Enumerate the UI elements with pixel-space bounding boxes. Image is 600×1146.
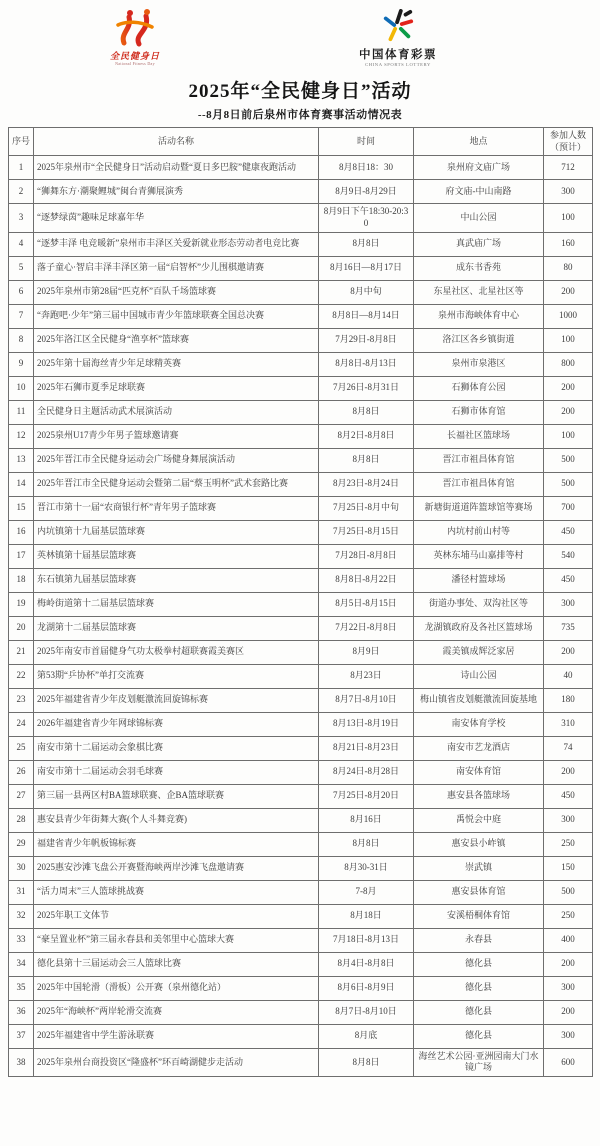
cell-no: 32 bbox=[9, 904, 34, 928]
cell-place: 石狮体育公园 bbox=[414, 376, 544, 400]
cell-place: 德化县 bbox=[414, 1024, 544, 1048]
cell-count: 200 bbox=[544, 400, 593, 424]
cell-count: 200 bbox=[544, 376, 593, 400]
cell-time: 8月9日 bbox=[319, 640, 414, 664]
table-row bbox=[9, 256, 593, 280]
column-header-count: 参加人数（预计） bbox=[544, 128, 593, 156]
table-row bbox=[9, 448, 593, 472]
cell-place: 海丝艺术公园·亚洲园南大门水镜广场 bbox=[414, 1048, 544, 1076]
cell-no: 36 bbox=[9, 1000, 34, 1024]
cell-time: 8月8日18：30 bbox=[319, 156, 414, 180]
cell-name: 龙湖第十二届基层篮球赛 bbox=[34, 616, 319, 640]
cell-no: 5 bbox=[9, 256, 34, 280]
cell-time: 7月28日-8月8日 bbox=[319, 544, 414, 568]
cell-time: 8月4日-8月8日 bbox=[319, 952, 414, 976]
cell-count: 500 bbox=[544, 448, 593, 472]
right-logo-title: 中国体育彩票 bbox=[359, 49, 437, 61]
cell-no: 12 bbox=[9, 424, 34, 448]
cell-place: 禹悦会中庭 bbox=[414, 808, 544, 832]
page-title: 2025年“全民健身日”活动 bbox=[188, 81, 412, 102]
cell-place: 南安体育学校 bbox=[414, 712, 544, 736]
cell-count: 200 bbox=[544, 952, 593, 976]
cell-place: 梅山镇省皮划艇激流回旋基地 bbox=[414, 688, 544, 712]
cell-place: 惠安县各篮球场 bbox=[414, 784, 544, 808]
cell-place: 德化县 bbox=[414, 976, 544, 1000]
cell-place: 内坑村前山村等 bbox=[414, 520, 544, 544]
cell-name: 2025年福建省中学生游泳联赛 bbox=[34, 1024, 319, 1048]
cell-place: 中山公园 bbox=[414, 204, 544, 232]
table-body bbox=[9, 156, 593, 1077]
cell-name: 2025年石狮市夏季足球联赛 bbox=[34, 376, 319, 400]
cell-name: 惠安县青少年街舞大赛(个人斗舞竞赛) bbox=[34, 808, 319, 832]
cell-no: 19 bbox=[9, 592, 34, 616]
lottery-star-icon bbox=[381, 30, 415, 47]
cell-name: 2025年“海峡杯”两岸轮滑交流赛 bbox=[34, 1000, 319, 1024]
cell-name: 南安市第十二届运动会象棋比赛 bbox=[34, 736, 319, 760]
cell-name: “奔跑吧·少年”第三届中国城市青少年篮球联赛全国总决赛 bbox=[34, 304, 319, 328]
table-row bbox=[9, 832, 593, 856]
cell-time: 8月16日 bbox=[319, 808, 414, 832]
cell-time: 8月7日-8月10日 bbox=[319, 1000, 414, 1024]
cell-count: 150 bbox=[544, 856, 593, 880]
cell-count: 300 bbox=[544, 1024, 593, 1048]
cell-no: 33 bbox=[9, 928, 34, 952]
table-row bbox=[9, 928, 593, 952]
cell-time: 8月中旬 bbox=[319, 280, 414, 304]
table-row bbox=[9, 156, 593, 180]
logo-band bbox=[0, 0, 600, 78]
cell-no: 15 bbox=[9, 496, 34, 520]
cell-place: 惠安县小岞镇 bbox=[414, 832, 544, 856]
cell-time: 7月25日-8月中旬 bbox=[319, 496, 414, 520]
cell-time: 7月22日-8月8日 bbox=[319, 616, 414, 640]
cell-count: 300 bbox=[544, 808, 593, 832]
cell-name: 2025年南安市首届健身气功太极拳村超联赛霞美赛区 bbox=[34, 640, 319, 664]
cell-time: 8月16日—8月17日 bbox=[319, 256, 414, 280]
cell-name: 2025年晋江市全民健身运动会暨第二届“蔡玉明杯”武术套路比赛 bbox=[34, 472, 319, 496]
table-row bbox=[9, 568, 593, 592]
cell-name: 2025年洛江区全民健身“渔享杯”篮球赛 bbox=[34, 328, 319, 352]
title-block bbox=[0, 80, 600, 122]
table-row bbox=[9, 664, 593, 688]
cell-count: 450 bbox=[544, 568, 593, 592]
cell-time: 8月21日-8月23日 bbox=[319, 736, 414, 760]
cell-time: 8月30-31日 bbox=[319, 856, 414, 880]
cell-place: 崇武镇 bbox=[414, 856, 544, 880]
cell-place: 东星社区、北星社区等 bbox=[414, 280, 544, 304]
cell-place: 泉州府文庙广场 bbox=[414, 156, 544, 180]
cell-place: 龙湖镇政府及各社区篮球场 bbox=[414, 616, 544, 640]
cell-time: 8月8日—8月14日 bbox=[319, 304, 414, 328]
cell-time: 8月8日 bbox=[319, 232, 414, 256]
cell-time: 8月6日-8月9日 bbox=[319, 976, 414, 1000]
cell-time: 8月底 bbox=[319, 1024, 414, 1048]
table-row bbox=[9, 328, 593, 352]
cell-count: 500 bbox=[544, 880, 593, 904]
cell-time: 8月8日 bbox=[319, 448, 414, 472]
cell-place: 英林东埔马山嘉排等村 bbox=[414, 544, 544, 568]
table-row bbox=[9, 952, 593, 976]
cell-place: 惠安县体育馆 bbox=[414, 880, 544, 904]
cell-time: 7月18日-8月13日 bbox=[319, 928, 414, 952]
cell-count: 540 bbox=[544, 544, 593, 568]
cell-count: 400 bbox=[544, 928, 593, 952]
cell-count: 74 bbox=[544, 736, 593, 760]
cell-name: “豪呈置业杯”第三届永春县和美邻里中心篮球大赛 bbox=[34, 928, 319, 952]
cell-name: 梅岭街道第十二届基层篮球赛 bbox=[34, 592, 319, 616]
cell-place: 泉州市海峡体育中心 bbox=[414, 304, 544, 328]
cell-count: 100 bbox=[544, 204, 593, 232]
cell-no: 34 bbox=[9, 952, 34, 976]
table-row bbox=[9, 592, 593, 616]
cell-place: 新塘街道道阵篮球馆等赛场 bbox=[414, 496, 544, 520]
cell-count: 100 bbox=[544, 328, 593, 352]
right-logo-subtitle: CHINA SPORTS LOTTERY bbox=[365, 62, 431, 68]
cell-place: 霞美镇成辉泛家居 bbox=[414, 640, 544, 664]
cell-name: 英林镇第十届基层篮球赛 bbox=[34, 544, 319, 568]
cell-count: 200 bbox=[544, 760, 593, 784]
cell-no: 38 bbox=[9, 1048, 34, 1076]
cell-count: 600 bbox=[544, 1048, 593, 1076]
table-row bbox=[9, 1024, 593, 1048]
table-row bbox=[9, 204, 593, 232]
cell-place: 晋江市祖昌体育馆 bbox=[414, 448, 544, 472]
cell-count: 200 bbox=[544, 640, 593, 664]
table-row bbox=[9, 232, 593, 256]
cell-count: 300 bbox=[544, 180, 593, 204]
cell-time: 8月8日-8月13日 bbox=[319, 352, 414, 376]
cell-no: 9 bbox=[9, 352, 34, 376]
cell-name: 2026年福建省青少年网球锦标赛 bbox=[34, 712, 319, 736]
cell-count: 712 bbox=[544, 156, 593, 180]
cell-name: 2025年晋江市全民健身运动会广场健身舞展演活动 bbox=[34, 448, 319, 472]
cell-place: 街道办事处、双沟社区等 bbox=[414, 592, 544, 616]
cell-name: 晋江市第十一届“农商银行杯”青年男子篮球赛 bbox=[34, 496, 319, 520]
cell-name: “狮舞东方·潮聚鲤城”闽台青狮展演秀 bbox=[34, 180, 319, 204]
cell-name: 2025年泉州台商投资区“隆盛杯”环百崎湖健步走活动 bbox=[34, 1048, 319, 1076]
cell-no: 4 bbox=[9, 232, 34, 256]
cell-name: 2025年中国轮滑（滑板）公开赛（泉州德化站） bbox=[34, 976, 319, 1000]
cell-no: 27 bbox=[9, 784, 34, 808]
cell-time: 8月5日-8月15日 bbox=[319, 592, 414, 616]
cell-name: 2025泉州U17青少年男子篮球邀请赛 bbox=[34, 424, 319, 448]
cell-place: 诗山公园 bbox=[414, 664, 544, 688]
cell-name: 德化县第十三届运动会三人篮球比赛 bbox=[34, 952, 319, 976]
column-header-place: 地点 bbox=[414, 128, 544, 156]
cell-time: 7月25日-8月20日 bbox=[319, 784, 414, 808]
cell-time: 8月7日-8月10日 bbox=[319, 688, 414, 712]
cell-no: 17 bbox=[9, 544, 34, 568]
cell-no: 11 bbox=[9, 400, 34, 424]
cell-place: 长福社区篮球场 bbox=[414, 424, 544, 448]
cell-place: 泉州市泉港区 bbox=[414, 352, 544, 376]
cell-count: 200 bbox=[544, 1000, 593, 1024]
table-row bbox=[9, 304, 593, 328]
cell-name: 福建省青少年帆板锦标赛 bbox=[34, 832, 319, 856]
cell-name: 全民健身日主题活动武术展演活动 bbox=[34, 400, 319, 424]
cell-no: 28 bbox=[9, 808, 34, 832]
table-row bbox=[9, 424, 593, 448]
table-row bbox=[9, 808, 593, 832]
cell-name: 2025年福建省青少年皮划艇激流回旋锦标赛 bbox=[34, 688, 319, 712]
cell-name: “逐梦丰泽 电竞暖新”泉州市丰泽区关爱新就业形态劳动者电竞比赛 bbox=[34, 232, 319, 256]
left-logo-title: 全民健身日 bbox=[109, 51, 160, 61]
cell-time: 8月8日 bbox=[319, 400, 414, 424]
cell-count: 800 bbox=[544, 352, 593, 376]
cell-no: 22 bbox=[9, 664, 34, 688]
cell-name: 2025年泉州市第28届“匹克杯”百队千场篮球赛 bbox=[34, 280, 319, 304]
cell-count: 300 bbox=[544, 592, 593, 616]
cell-time: 8月24日-8月28日 bbox=[319, 760, 414, 784]
cell-time: 8月9日-8月29日 bbox=[319, 180, 414, 204]
cell-no: 13 bbox=[9, 448, 34, 472]
cell-no: 37 bbox=[9, 1024, 34, 1048]
table-row bbox=[9, 472, 593, 496]
cell-no: 18 bbox=[9, 568, 34, 592]
cell-no: 14 bbox=[9, 472, 34, 496]
table-row bbox=[9, 736, 593, 760]
cell-time: 8月9日下午18:30-20:30 bbox=[319, 204, 414, 232]
cell-place: 府文庙-中山南路 bbox=[414, 180, 544, 204]
cell-count: 100 bbox=[544, 424, 593, 448]
cell-place: 安溪梧桐体育馆 bbox=[414, 904, 544, 928]
cell-no: 35 bbox=[9, 976, 34, 1000]
cell-no: 3 bbox=[9, 204, 34, 232]
table-row bbox=[9, 1000, 593, 1024]
cell-name: 内坑镇第十九届基层篮球赛 bbox=[34, 520, 319, 544]
table-row bbox=[9, 856, 593, 880]
table-row bbox=[9, 180, 593, 204]
cell-time: 8月8日 bbox=[319, 1048, 414, 1076]
table-row bbox=[9, 760, 593, 784]
cell-place: 南安体育馆 bbox=[414, 760, 544, 784]
cell-no: 26 bbox=[9, 760, 34, 784]
cell-count: 735 bbox=[544, 616, 593, 640]
cell-time: 8月23日 bbox=[319, 664, 414, 688]
cell-count: 700 bbox=[544, 496, 593, 520]
cell-place: 成东书香苑 bbox=[414, 256, 544, 280]
cell-time: 7月25日-8月15日 bbox=[319, 520, 414, 544]
cell-name: 东石镇第九届基层篮球赛 bbox=[34, 568, 319, 592]
cell-name: 第53期“乒协杯”单打交流赛 bbox=[34, 664, 319, 688]
cell-no: 23 bbox=[9, 688, 34, 712]
cell-place: 德化县 bbox=[414, 952, 544, 976]
column-header-no: 序号 bbox=[9, 128, 34, 156]
china-sports-lottery-logo bbox=[348, 9, 448, 68]
activities-table bbox=[8, 127, 593, 1077]
table-row bbox=[9, 520, 593, 544]
cell-time: 7月29日-8月8日 bbox=[319, 328, 414, 352]
table-row bbox=[9, 688, 593, 712]
left-logo-subtitle: National Fitness Day bbox=[115, 60, 155, 66]
cell-name: “活力周末”三人篮球挑战赛 bbox=[34, 880, 319, 904]
cell-time: 8月8日-8月22日 bbox=[319, 568, 414, 592]
cell-count: 250 bbox=[544, 904, 593, 928]
column-header-name: 活动名称 bbox=[34, 128, 319, 156]
cell-count: 40 bbox=[544, 664, 593, 688]
cell-count: 450 bbox=[544, 520, 593, 544]
cell-no: 1 bbox=[9, 156, 34, 180]
cell-no: 24 bbox=[9, 712, 34, 736]
cell-count: 200 bbox=[544, 280, 593, 304]
cell-name: 2025年职工文体节 bbox=[34, 904, 319, 928]
cell-no: 7 bbox=[9, 304, 34, 328]
cell-no: 31 bbox=[9, 880, 34, 904]
cell-count: 300 bbox=[544, 976, 593, 1000]
cell-time: 8月8日 bbox=[319, 832, 414, 856]
table-row bbox=[9, 976, 593, 1000]
table-row bbox=[9, 496, 593, 520]
cell-name: “逐梦绿茵”趣味足球嘉年华 bbox=[34, 204, 319, 232]
cell-count: 80 bbox=[544, 256, 593, 280]
national-fitness-day-logo bbox=[92, 7, 178, 67]
cell-count: 310 bbox=[544, 712, 593, 736]
cell-place: 石狮市体育馆 bbox=[414, 400, 544, 424]
cell-no: 29 bbox=[9, 832, 34, 856]
cell-count: 450 bbox=[544, 784, 593, 808]
cell-name: 南安市第十二届运动会羽毛球赛 bbox=[34, 760, 319, 784]
table-row bbox=[9, 352, 593, 376]
cell-time: 8月2日-8月8日 bbox=[319, 424, 414, 448]
fitness-figures-icon bbox=[106, 34, 164, 51]
cell-count: 500 bbox=[544, 472, 593, 496]
cell-time: 7-8月 bbox=[319, 880, 414, 904]
cell-place: 潘径村篮球场 bbox=[414, 568, 544, 592]
table-row bbox=[9, 784, 593, 808]
cell-no: 2 bbox=[9, 180, 34, 204]
cell-place: 德化县 bbox=[414, 1000, 544, 1024]
cell-no: 10 bbox=[9, 376, 34, 400]
cell-no: 21 bbox=[9, 640, 34, 664]
cell-no: 25 bbox=[9, 736, 34, 760]
cell-name: 第三届一县两区村BA篮球联赛、企BA篮球联赛 bbox=[34, 784, 319, 808]
table-row bbox=[9, 544, 593, 568]
cell-place: 南安市艺龙酒店 bbox=[414, 736, 544, 760]
cell-name: 落子童心·智启丰泽丰泽区第一届“启智杯”少儿围棋邀请赛 bbox=[34, 256, 319, 280]
cell-count: 250 bbox=[544, 832, 593, 856]
table-row bbox=[9, 616, 593, 640]
cell-no: 8 bbox=[9, 328, 34, 352]
cell-no: 16 bbox=[9, 520, 34, 544]
cell-no: 30 bbox=[9, 856, 34, 880]
cell-place: 晋江市祖昌体育馆 bbox=[414, 472, 544, 496]
table-header-row bbox=[9, 128, 593, 156]
table-row bbox=[9, 1048, 593, 1076]
cell-name: 2025年第十届海丝青少年足球精英赛 bbox=[34, 352, 319, 376]
cell-place: 真武庙广场 bbox=[414, 232, 544, 256]
cell-no: 20 bbox=[9, 616, 34, 640]
table-row bbox=[9, 376, 593, 400]
cell-place: 永春县 bbox=[414, 928, 544, 952]
table-row bbox=[9, 712, 593, 736]
table-row bbox=[9, 280, 593, 304]
cell-count: 1000 bbox=[544, 304, 593, 328]
cell-place: 洛江区各乡镇街道 bbox=[414, 328, 544, 352]
cell-name: 2025年泉州市“全民健身日”活动启动暨“夏日多巴胺”健康夜跑活动 bbox=[34, 156, 319, 180]
cell-time: 8月13日-8月19日 bbox=[319, 712, 414, 736]
page-subtitle: --8月8日前后泉州市体育赛事活动情况表 bbox=[197, 108, 403, 121]
table-row bbox=[9, 904, 593, 928]
table-row bbox=[9, 400, 593, 424]
cell-count: 160 bbox=[544, 232, 593, 256]
table-row bbox=[9, 640, 593, 664]
column-header-time: 时间 bbox=[319, 128, 414, 156]
cell-name: 2025惠安沙滩飞盘公开赛暨海峡两岸沙滩飞盘邀请赛 bbox=[34, 856, 319, 880]
cell-no: 6 bbox=[9, 280, 34, 304]
cell-time: 8月23日-8月24日 bbox=[319, 472, 414, 496]
table-row bbox=[9, 880, 593, 904]
cell-count: 180 bbox=[544, 688, 593, 712]
cell-time: 8月18日 bbox=[319, 904, 414, 928]
cell-time: 7月26日-8月31日 bbox=[319, 376, 414, 400]
